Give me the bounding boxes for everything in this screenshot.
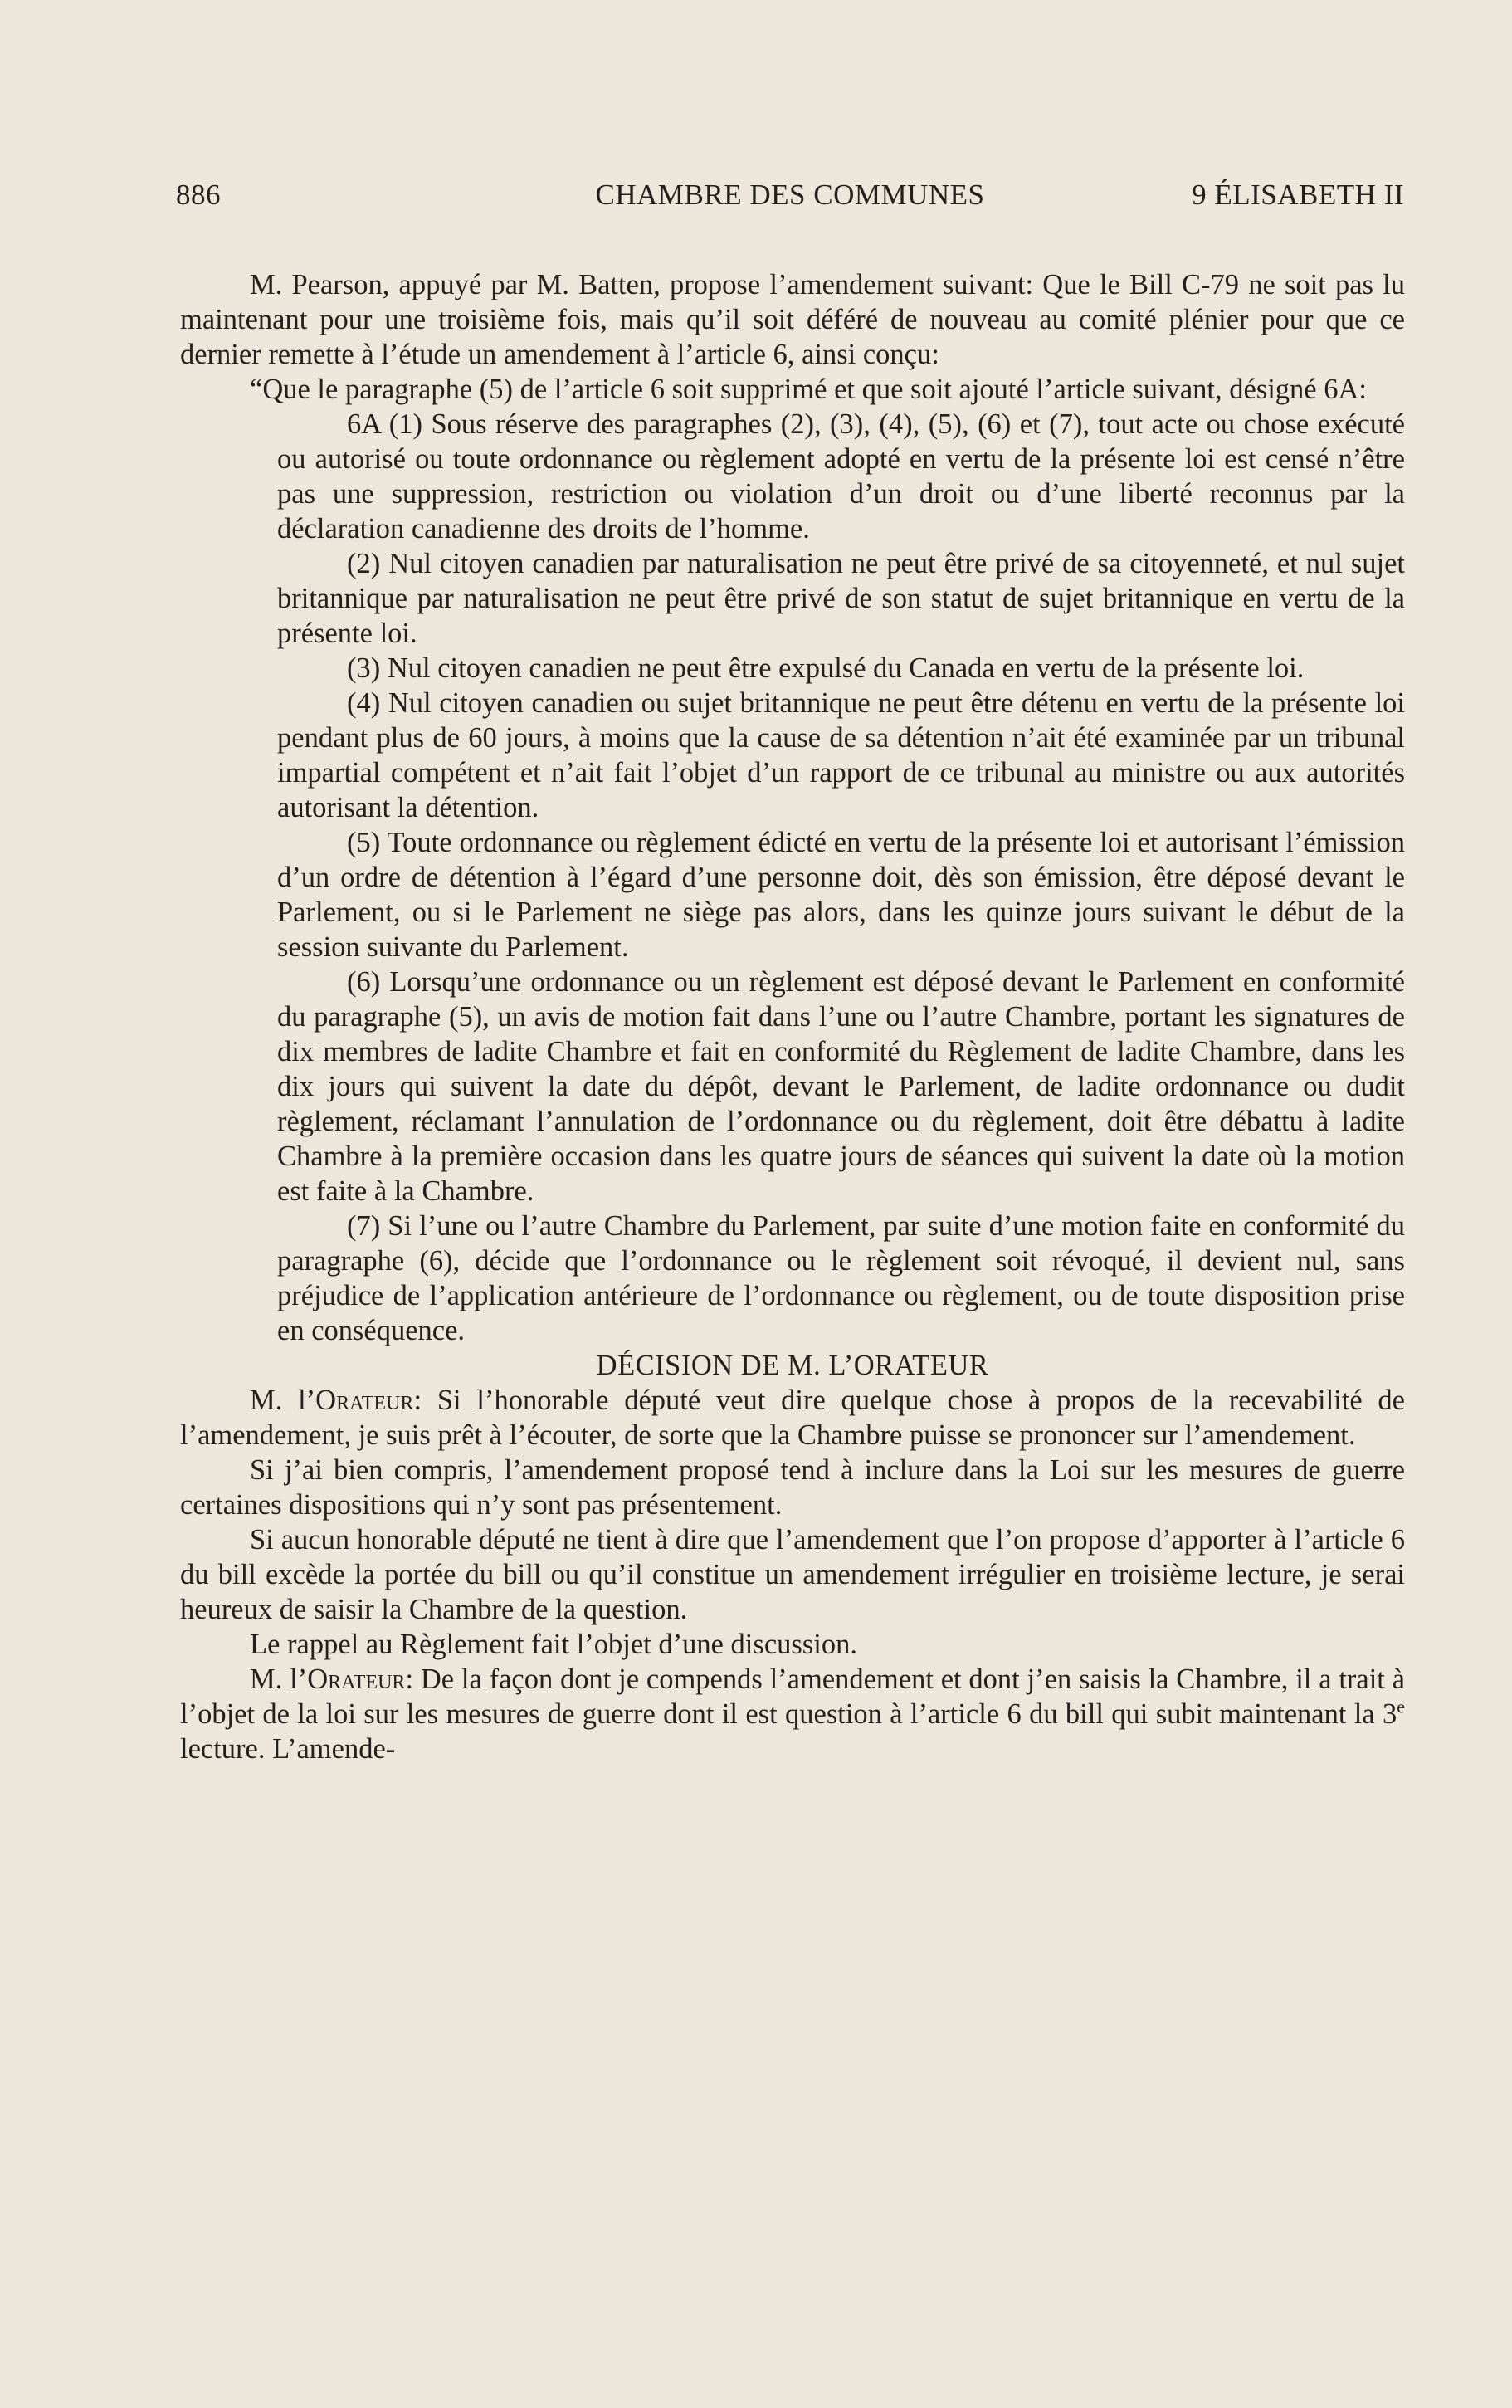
ruling-paragraph-5-text-a: : De la façon dont je compends l’amendement et dont j’en saisis la Chambre, il a trait à l’objet de la loi sur les mesures de guerre dont il est question à l’article 6 du bill qui subit maintenant la 3 <box>180 1663 1405 1730</box>
running-header <box>176 178 1404 217</box>
ruling-paragraph-5-text-b: lecture. L’amende- <box>180 1733 396 1765</box>
motion-quote-intro: “Que le paragraphe (5) de l’article 6 soit supprimé et que soit ajouté l’article suivant, désigné 6A: <box>250 374 1367 405</box>
ordinal-superscript: e <box>1397 1696 1405 1717</box>
clause-4: (4) Nul citoyen canadien ou sujet britannique ne peut être détenu en vertu de la présente loi pendant plus de 60 jours, à moins que la cause de sa détention n’ait été examinée par un tribunal impartial compétent et n’ait fait l’objet d’un rapport de ce tribunal au ministre ou aux autorités autorisant la détention. <box>277 687 1405 823</box>
ruling-paragraph-5 <box>180 1662 1405 1766</box>
clause-6: (6) Lorsqu’une ordonnance ou un règlement est déposé devant le Parlement en conformité du paragraphe (5), un avis de motion fait dans l’une ou l’autre Chambre, portant les signatures de dix membres de ladite Chambre et fait en conformité du Règlement de ladite Chambre, dans les dix jours qui suivent la date du dépôt, devant le Parlement, de ladite ordonnance ou dudit règlement, réclamant l’annulation de l’ordonnance ou du règlement, doit être débattu à ladite Chambre à la première occasion dans les quatre jours de séances qui suivent la date où la motion est faite à la Chambre. <box>277 966 1405 1207</box>
amendment-text-block <box>277 407 1405 1348</box>
speaker-name-2: Orateur <box>307 1663 406 1695</box>
clause-2: (2) Nul citoyen canadien par naturalisation ne peut être privé de sa citoyenneté, et nul sujet britannique par naturalisation ne peut être privé de son statut de sujet britannique en vertu de la présente loi. <box>277 548 1405 649</box>
clause-5: (5) Toute ordonnance ou règlement édicté en vertu de la présente loi et autorisant l’émission d’un ordre de détention à l’égard d’une personne doit, dès son émission, être déposé devant le Parlement, ou si le Parlement ne siège pas alors, dans les quinze jours suivant le début de la session suivante du Parlement. <box>277 827 1405 963</box>
clause-3: (3) Nul citoyen canadien ne peut être expulsé du Canada en vertu de la présente loi. <box>347 652 1305 684</box>
section-heading: DÉCISION DE M. L’ORATEUR <box>596 1350 989 1381</box>
motion-intro: M. Pearson, appuyé par M. Batten, propose l’amendement suivant: Que le Bill C-79 ne soit pas lu maintenant pour une troisième fois, mais qu’il soit déféré de nouveau au comité plénier pour que ce dernier remette à l’étude un amendement à l’article 6, ainsi conçu: <box>180 269 1405 370</box>
ruling-paragraph-1-text: : Si l’honorable député veut dire quelque chose à propos de la recevabilité de l’amendement, je suis prêt à l’écouter, de sorte que la Chambre puisse se prononcer sur l’amendement. <box>180 1385 1405 1451</box>
speaker-name: Orateur <box>315 1385 414 1416</box>
ruling-paragraph-4: Le rappel au Règlement fait l’objet d’une discussion. <box>250 1629 857 1660</box>
header-session: 9 ÉLISABETH II <box>1192 178 1404 211</box>
page-body <box>180 267 1405 1766</box>
clause-7: (7) Si l’une ou l’autre Chambre du Parlement, par suite d’une motion faite en conformité du paragraphe (6), décide que l’ordonnance ou le règlement soit révoqué, il devient nul, sans préjudice de l’application antérieure de l’ordonnance ou règlement, ou de toute disposition prise en conséquence. <box>277 1210 1405 1346</box>
ruling-paragraph-3: Si aucun honorable député ne tient à dire que l’amendement que l’on propose d’apporter à l’article 6 du bill excède la portée du bill ou qu’il constitue un amendement irrégulier en troisième lecture, je serai heureux de saisir la Chambre de la question. <box>180 1524 1405 1625</box>
header-title: CHAMBRE DES COMMUNES <box>595 178 985 211</box>
clause-6a-1: 6A (1) Sous réserve des paragraphes (2), (3), (4), (5), (6) et (7), tout acte ou chose exécuté ou autorisé ou toute ordonnance ou règlement adopté en vertu de la présente loi est censé n’être pas une suppression, restriction ou violation d’un droit ou d’une liberté reconnus par la déclaration canadienne des droits de l’homme. <box>277 408 1405 545</box>
ruling-paragraph-1 <box>180 1383 1405 1453</box>
speaker-prefix-2: M. l’ <box>250 1663 308 1695</box>
ruling-paragraph-2: Si j’ai bien compris, l’amendement proposé tend à inclure dans la Loi sur les mesures de guerre certaines dispositions qui n’y sont pas présentement. <box>180 1454 1405 1521</box>
speaker-prefix: M. l’ <box>250 1385 316 1416</box>
page-number: 886 <box>176 178 221 211</box>
